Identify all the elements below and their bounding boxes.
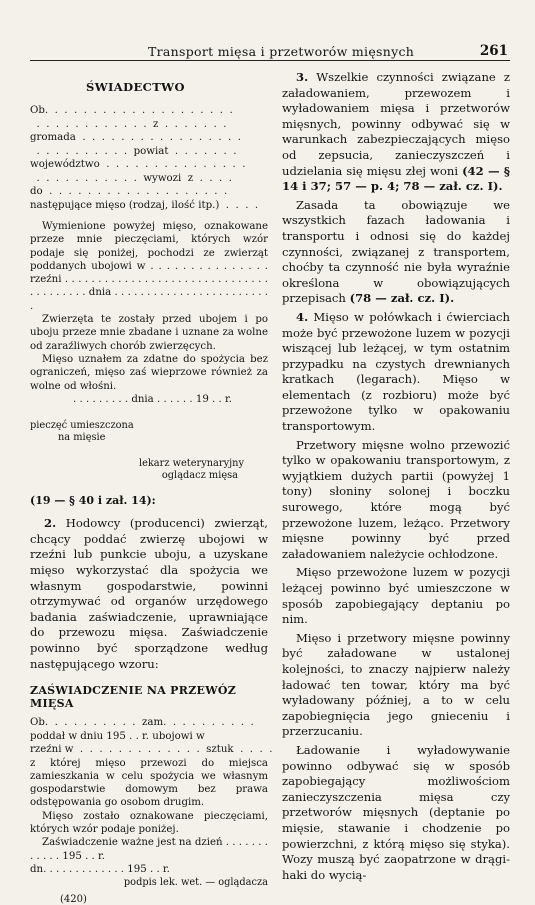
left-column xyxy=(30,70,273,905)
certificate-paragraph: z której mięso przewozi do miejsca zamieszkania w celu spożycia we własnym gospodarstwie domowym bez prawa odstępowania go osobom drugim. xyxy=(30,757,268,809)
certificate-title: ŚWIADECTWO xyxy=(86,80,185,94)
section-number: 4. xyxy=(296,309,309,324)
section-text: Mięso w połówkach i ćwierciach może być przewożone luzem w pozycji wiszącej lub leżącej, w tym ostatnim przypadku na czystych drewnianych kratkach (legarach). Mięso w elementach (z rozbioru) może być przewożone tylko w opakowaniu transportowym. xyxy=(282,309,510,434)
legal-reference: (19 — § 40 i zał. 14): xyxy=(30,494,156,508)
certificate-body xyxy=(30,220,268,406)
stamp-caption-line: na mięsie xyxy=(58,432,106,444)
form-line: Ob. . . . . . . . . . . . . . . . . . . . xyxy=(30,105,233,116)
signature-caption xyxy=(30,458,244,482)
form-line: . . . . . . . . . . . . z . . . . . . . xyxy=(30,118,227,130)
form-line: gromada . . . . . . . . . . . . . . . . . xyxy=(30,132,242,143)
page-header xyxy=(30,44,510,61)
form-line: Ob. . . . . . . . . . zam. . . . . . . . . . xyxy=(30,717,254,729)
form-line: poddał w dniu 195 . . r. ubojowi w xyxy=(30,730,205,742)
section-text: Hodowcy (producenci) zwierząt, chcący poddać zwierzę ubojowi w rzeźni lub punkcie uboju, a uzyskane mięso wykorzystać dla spożycia we własnym gospodarstwie, powinni otrzymywać od organów urzędowego badania zaświadczenie, uprawniające do przewozu mięsa. Zaświadczenie powinno być sporządzone według następującego wzoru: xyxy=(30,516,268,671)
section-4 xyxy=(282,310,510,883)
certificate-form xyxy=(30,104,268,212)
legal-reference: (78 — zał. cz. I). xyxy=(349,291,455,306)
form-line: . . . . . . . . . . . wywozi z . . . . xyxy=(30,172,232,184)
transport-certificate-title: ZAŚWIADCZENIE NA PRZEWÓZ MIĘSA xyxy=(30,684,237,711)
certificate-date-line: dn. . . . . . . . . . . . . 195 . . r. xyxy=(30,863,170,875)
certificate-paragraph: Mięso uznałem za zdatne do spożycia bez ograniczeń, mięso zaś wieprzowe również za wolne od włośni. xyxy=(30,353,268,392)
certificate-paragraph: Zaświadczenie ważne jest na dzień . . . . . . . . . . . . 195 . . r. xyxy=(30,837,268,862)
section-text: Mięso przewożone luzem w pozycji leżącej powinno być umieszczone w sposób zapobiegający deptaniu po nim. xyxy=(282,565,510,627)
right-column xyxy=(282,70,510,882)
section-2 xyxy=(30,516,268,672)
section-text: Przetwory mięsne wolno przewozić tylko w opakowaniu transportowym, z wyjątkiem dużych partii (powyżej 1 tony) słoniny solonej i boczku surowego, które mogą być przewożone luzem, leżąco. Przetwory mięsne powinny być przed załadowaniem należycie ochłodzone. xyxy=(282,437,510,561)
section-text: Wszelkie czynności związane z załadowaniem, przewozem i wyładowaniem mięsa i przetworów mięsnych, powinny odbywać się w warunkach zabezpieczających mięso od zepsucia, zanieczyszczeń i udzielania się mięsu złej woni xyxy=(282,70,510,178)
form-line: do . . . . . . . . . . . . . . . . . . . xyxy=(30,186,228,197)
form-line: następujące mięso (rodzaj, ilość itp.) . . . . xyxy=(30,199,259,211)
signature-caption-line: lekarz weterynaryjny xyxy=(138,458,244,470)
form-line: . . . . . . . . . . powiat . . . . . . . xyxy=(30,145,237,157)
certificate-paragraph: Zwierzęta te zostały przed ubojem i po uboju przeze mnie zbadane i uznane za wolne od zaraźliwych chorób zwierzęcych. xyxy=(30,314,268,352)
section-text: Ładowanie i wyładowywanie powinno odbywać się w sposób zapobiegający możliwościom zanieczyszczenia mięsa czy przetworów mięsnych (deptanie po mięsie, stawanie i chodzenie po powierzchni, z którą mięso się styka). Wozy muszą być zaopatrzone w drągi-haki do wycią- xyxy=(282,742,510,882)
section-text: Zasada ta obowiązuje we wszystkich fazach ładowania i transportu i odnosi się do każdej czynności, związanej z transportem, choćby ta czynność nie była wyraźnie określona w obowiązujących przepisach xyxy=(282,197,510,306)
section-text: Mięso i przetwory mięsne powinny być załadowane w ustalonej kolejności, to znaczy najpierw należy ładować ten towar, który ma być wyładowany później, a to w celu zapobiegnięcia jego gnieceniu i przerzucaniu. xyxy=(282,630,510,739)
signature-caption-line: oglądacz mięsa xyxy=(161,470,238,482)
form-line: województwo . . . . . . . . . . . . . . . xyxy=(30,159,246,170)
certificate-paragraph: Mięso zostało oznakowane pieczęciami, których wzór podaje poniżej. xyxy=(30,810,268,836)
certificate-date-line: . . . . . . . . . dnia . . . . . . 19 . . r. xyxy=(73,393,232,405)
section-number: 3. xyxy=(296,70,309,84)
section-3 xyxy=(282,70,510,307)
legal-reference: (42 — § 14 i 37; 57 — p. 4; 78 — zał. cz. I). xyxy=(282,163,510,194)
signature-caption: podpis lek. wet. — oglądacza xyxy=(123,877,268,889)
page-number: 261 xyxy=(479,43,508,59)
transport-certificate-form xyxy=(30,716,273,757)
certificate-paragraph: Wymienione powyżej mięso, oznakowane przeze mnie pieczęciami, których wzór podaje się poniżej, pochodzi ze zwierząt poddanych ubojowi w . . . . . . . . . . . . . . . rzeźni . . . . . . . . . . . . . . . . . . . . . . . . . . . . . . . . . . . . . . . . dnia . . . . . . . . . . . . . . . . . . . . . . . . . xyxy=(30,221,268,312)
transport-certificate-body xyxy=(30,757,268,890)
running-title: Transport mięsa i przetworów mięsnych xyxy=(148,44,415,59)
footnote-number: (420) xyxy=(60,893,87,905)
form-line: rzeźni w . . . . . . . . . . . . . sztuk . . . . xyxy=(30,744,273,756)
stamp-caption xyxy=(30,420,268,444)
section-number: 2. xyxy=(44,516,57,531)
stamp-caption-line: pieczęć umieszczona xyxy=(30,420,134,432)
